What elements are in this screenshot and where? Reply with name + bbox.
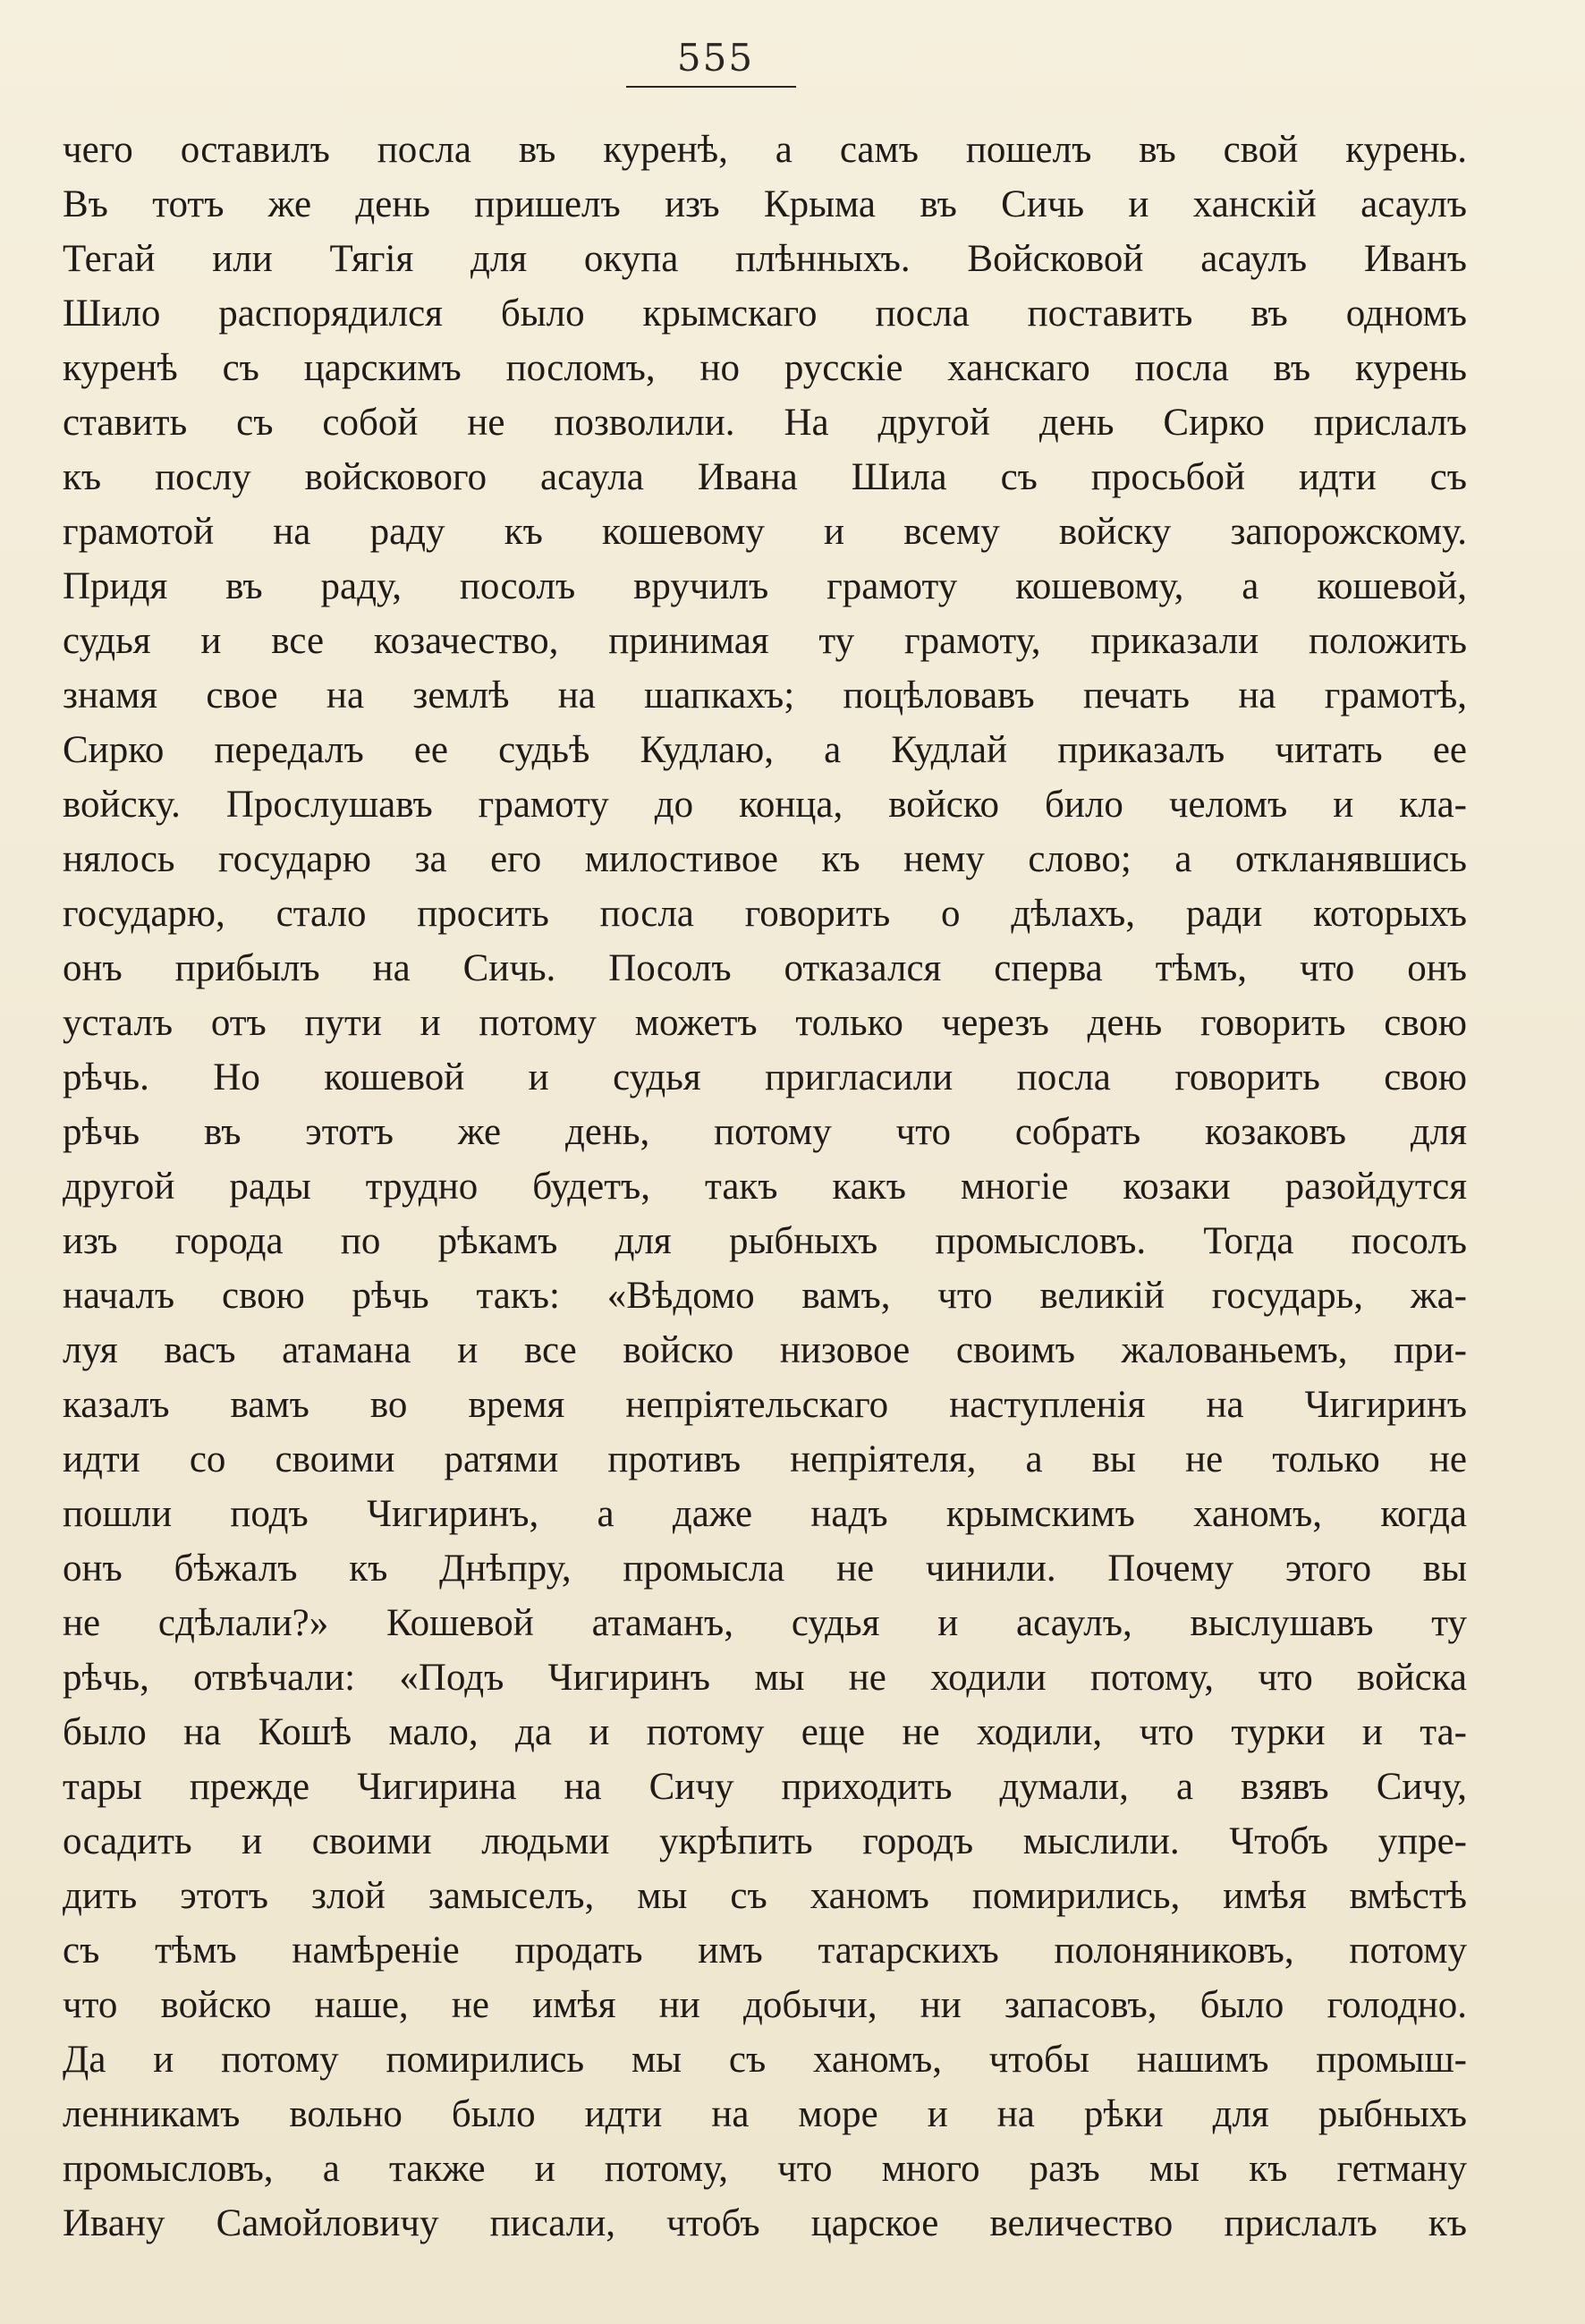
text-line: съ тѣмъ намѣреніе продать имъ татарскихъ полоняниковъ, потому: [63, 1930, 1467, 1972]
text-line: Придя въ раду, посолъ вручилъ грамоту кошевому, а кошевой,: [63, 565, 1467, 607]
text-line: Шило распорядился было крымскаго посла поставить въ одномъ: [63, 293, 1467, 335]
text-line: чего оставилъ посла въ куренѣ, а самъ пошелъ въ свой курень.: [63, 129, 1467, 171]
text-line: Тегай или Тягія для окупа плѣнныхъ. Войсковой асаулъ Иванъ: [63, 238, 1467, 280]
text-line: онъ бѣжалъ къ Днѣпру, промысла не чинили. Почему этого вы: [63, 1548, 1467, 1590]
header-rule: [626, 86, 796, 88]
text-line: государю, стало просить посла говорить о дѣлахъ, ради которыхъ: [63, 893, 1467, 935]
text-line: Сирко передалъ ее судьѣ Кудлаю, а Кудлай приказалъ читать ее: [63, 729, 1467, 771]
text-line: къ послу войскового асаула Ивана Шила съ просьбой идти съ: [63, 456, 1467, 498]
body-text: [63, 123, 1467, 2251]
text-line: идти со своими ратями противъ непріятеля, а вы не только не: [63, 1438, 1467, 1480]
text-line: рѣчь, отвѣчали: «Подъ Чигиринъ мы не ходили потому, что войска: [63, 1657, 1467, 1699]
text-line: нялось государю за его милостивое къ нему слово; а откланявшись: [63, 838, 1467, 880]
text-line: что войско наше, не имѣя ни добычи, ни запасовъ, было голодно.: [63, 1984, 1467, 2026]
text-line: промысловъ, а также и потому, что много разъ мы къ гетману: [63, 2148, 1467, 2190]
text-line: казалъ вамъ во время непріятельскаго наступленія на Чигиринъ: [63, 1384, 1467, 1426]
text-line: ставить съ собой не позволили. На другой день Сирко прислалъ: [63, 402, 1467, 444]
text-line: усталъ отъ пути и потому можетъ только черезъ день говорить свою: [63, 1002, 1467, 1044]
page-number: 555: [676, 36, 755, 80]
text-line: рѣчь. Но кошевой и судья пригласили посла говорить свою: [63, 1056, 1467, 1098]
text-line: другой рады трудно будетъ, такъ какъ многіе козаки разойдутся: [63, 1166, 1467, 1208]
text-line: войску. Прослушавъ грамоту до конца, войско било челомъ и кла-: [63, 784, 1467, 826]
text-line: грамотой на раду къ кошевому и всему войску запорожскому.: [63, 511, 1467, 553]
text-line: онъ прибылъ на Сичь. Посолъ отказался сперва тѣмъ, что онъ: [63, 947, 1467, 989]
text-line: куренѣ съ царскимъ посломъ, но русскіе ханскаго посла въ курень: [63, 347, 1467, 389]
text-line: рѣчь въ этотъ же день, потому что собрать козаковъ для: [63, 1111, 1467, 1153]
text-line: знамя свое на землѣ на шапкахъ; поцѣловавъ печать на грамотѣ,: [63, 674, 1467, 717]
text-line: тары прежде Чигирина на Сичу приходить думали, а взявъ Сичу,: [63, 1766, 1467, 1808]
text-line: осадить и своими людьми укрѣпить городъ мыслили. Чтобъ упре-: [63, 1820, 1467, 1862]
text-line: Ивану Самойловичу писали, чтобъ царское величество прислалъ къ: [63, 2202, 1467, 2244]
text-line: пошли подъ Чигиринъ, а даже надъ крымскимъ ханомъ, когда: [63, 1493, 1467, 1535]
text-line: началъ свою рѣчь такъ: «Вѣдомо вамъ, что великій государь, жа-: [63, 1275, 1467, 1317]
text-line: Да и потому помирились мы съ ханомъ, чтобы нашимъ промыш-: [63, 2039, 1467, 2081]
text-line: дить этотъ злой замыселъ, мы съ ханомъ помирились, имѣя вмѣстѣ: [63, 1875, 1467, 1917]
text-line: было на Кошѣ мало, да и потому еще не ходили, что турки и та-: [63, 1711, 1467, 1753]
text-line: не сдѣлали?» Кошевой атаманъ, судья и асаулъ, выслушавъ ту: [63, 1602, 1467, 1644]
text-line: Въ тотъ же день пришелъ изъ Крыма въ Сичь и ханскій асаулъ: [63, 183, 1467, 225]
text-line: ленникамъ вольно было идти на море и на рѣки для рыбныхъ: [63, 2093, 1467, 2135]
text-line: луя васъ атамана и все войско низовое своимъ жалованьемъ, при-: [63, 1329, 1467, 1371]
text-line: судья и все козачество, принимая ту грамоту, приказали положить: [63, 620, 1467, 662]
text-line: изъ города по рѣкамъ для рыбныхъ промысловъ. Тогда посолъ: [63, 1220, 1467, 1262]
